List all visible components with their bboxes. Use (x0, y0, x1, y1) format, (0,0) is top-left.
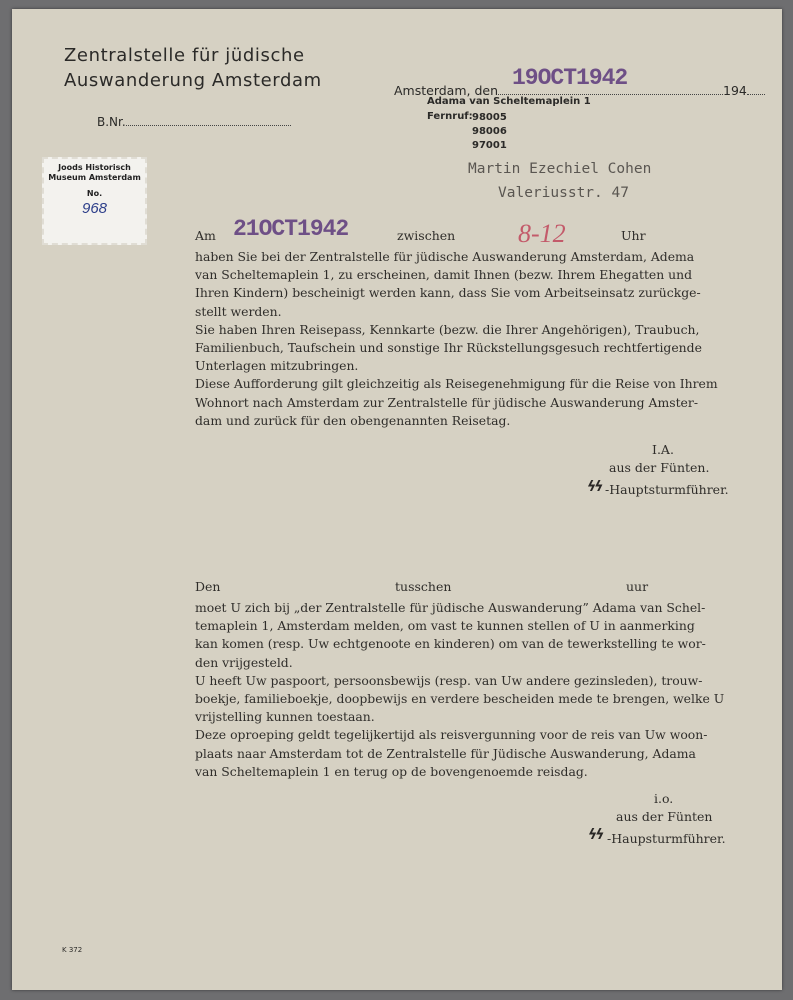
date-stamp-top: 19OCT1942 (512, 65, 628, 91)
text-line: kan komen (resp. Uw echtgenoote en kinderen) om van de tewerkstelling te wor- (195, 636, 706, 652)
german-sign-ia: I.A. (652, 442, 674, 457)
text-line: boekje, familieboekje, doopbewijs en verdere bescheiden mede te brengen, welke U (195, 691, 725, 707)
ss-rune-icon: ϟϟ (587, 479, 602, 495)
museum-label-line1: Joods Historisch (58, 163, 131, 172)
dutch-den-label: Den (195, 579, 221, 594)
german-zwischen-label: zwischen (397, 228, 456, 243)
german-sign-name: aus der Fünten. (609, 460, 710, 475)
text-line: van Scheltemaplein 1, zu erscheinen, damit Ihnen (bezw. Ihrem Ehegatten und (195, 267, 693, 283)
date-stamp-appointment: 21OCT1942 (233, 216, 349, 242)
form-code: K 372 (62, 946, 83, 954)
text-line: plaats naar Amsterdam tot de Zentralstelle für Jüdische Auswanderung, Adama (195, 745, 696, 761)
text-line: vrijstelling kunnen toestaan. (195, 709, 375, 725)
text-line: Deze oproeping geldt tegelijkertijd als reisvergunning voor de reis van Uw woon- (195, 727, 708, 743)
text-line: stellt werden. (195, 303, 282, 319)
organization-name-line1: Zentralstelle für jüdische (64, 45, 305, 66)
text-line: Diese Aufforderung gilt gleichzeitig als Reisegenehmigung für die Reise von Ihrem (195, 376, 718, 392)
addressee-street: Valeriusstr. 47 (498, 185, 629, 201)
phone-number: 98006 (472, 126, 507, 137)
city-date-label: Amsterdam, den (394, 83, 499, 98)
text-line: Unterlagen mitzubringen. (195, 358, 359, 374)
german-body (195, 248, 726, 430)
text-line: dam und zurück für den obengenannten Reisetag. (195, 412, 511, 428)
dutch-body (195, 599, 726, 781)
text-line: temaplein 1, Amsterdam melden, om vast te kunnen stellen of U in aanmerking (195, 618, 695, 634)
german-uhr-label: Uhr (621, 228, 646, 243)
office-address: Adama van Scheltemaplein 1 (427, 96, 591, 107)
german-sign-rank: -Hauptsturmführer. (605, 482, 729, 497)
dutch-uur-label: uur (626, 579, 649, 594)
museum-label (42, 157, 147, 245)
year-dotted-line (747, 80, 765, 95)
bnr-field (97, 111, 291, 129)
text-line: Wohnort nach Amsterdam zur Zentralstelle für jüdische Auswanderung Amster- (195, 394, 698, 410)
text-line: moet U zich bij „der Zentralstelle für jüdische Auswanderung” Adama van Schel- (195, 600, 706, 615)
organization-name (64, 43, 322, 93)
text-line: U heeft Uw paspoort, persoonsbewijs (resp. van Uw andere gezinsleden), trouw- (195, 672, 703, 688)
bnr-label: B.Nr. (97, 115, 126, 129)
dutch-sign-io: i.o. (654, 791, 674, 806)
addressee-name: Martin Ezechiel Cohen (468, 161, 652, 177)
handwritten-time: 8-12 (518, 219, 566, 248)
ss-rune-icon: ϟϟ (588, 827, 603, 843)
phone-numbers (472, 111, 507, 153)
german-am-label: Am (195, 228, 216, 243)
bnr-dotted-line (126, 111, 291, 126)
text-line: Familienbuch, Taufschein und sonstige Ihr Rückstellungsgesuch rechtfertigende (195, 340, 702, 356)
dutch-sign-name: aus der Fünten (616, 809, 713, 824)
text-line: Ihren Kindern) bescheinigt werden kann, dass Sie vom Arbeitseinsatz zurückge- (195, 285, 701, 301)
dutch-sign-rank: -Haupsturmführer. (607, 831, 726, 846)
phone-label: Fernruf: (427, 111, 473, 122)
phone-number: 98005 (472, 112, 507, 123)
museum-label-no: No. (86, 189, 103, 198)
document-page (12, 9, 782, 990)
phone-number: 97001 (472, 140, 507, 151)
text-line: van Scheltemaplein 1 en terug op de bovengenoemde reisdag. (195, 763, 588, 779)
text-line: haben Sie bei der Zentralstelle für jüdische Auswanderung Amsterdam, Adema (195, 249, 695, 264)
text-line: den vrijgesteld. (195, 654, 293, 670)
museum-inventory-number: 968 (81, 200, 108, 217)
year-prefix: 194 (723, 83, 747, 98)
text-line: Sie haben Ihren Reisepass, Kennkarte (bezw. die Ihrer Angehörigen), Traubuch, (195, 321, 700, 337)
dutch-tusschen-label: tusschen (395, 579, 452, 594)
museum-label-line2: Museum Amsterdam (48, 173, 141, 182)
organization-name-line2: Auswanderung Amsterdam (64, 70, 322, 91)
